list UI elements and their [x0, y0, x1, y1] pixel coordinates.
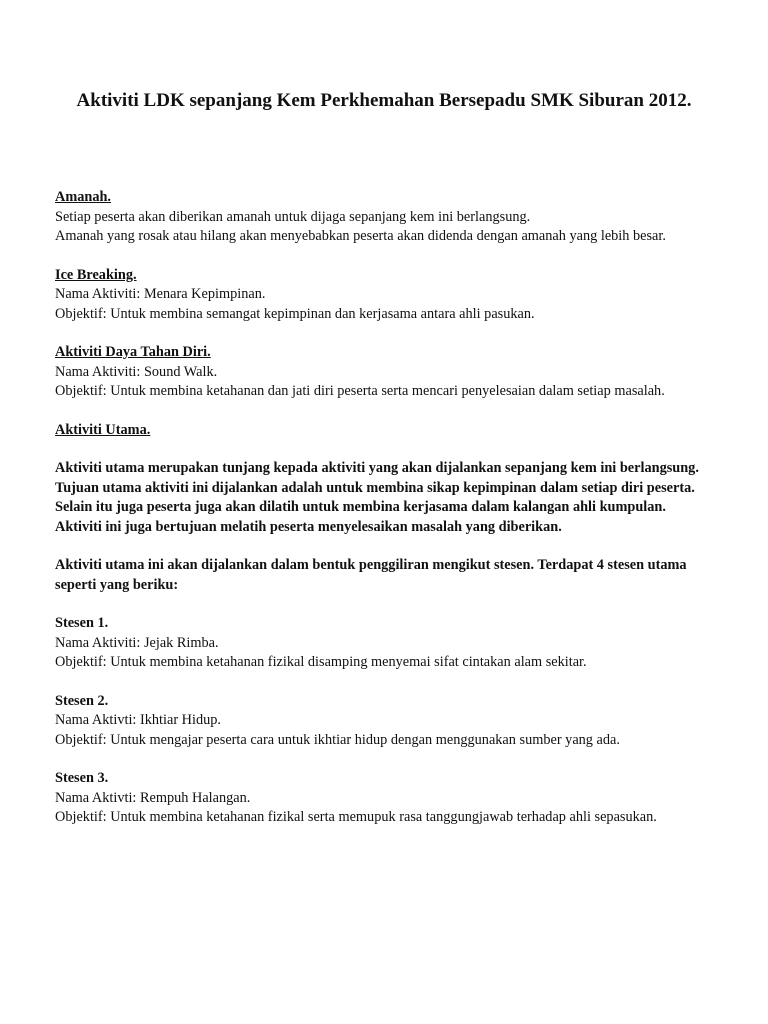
activity-objective: Objektif: Untuk membina ketahanan dan jati diri peserta serta mencari penyelesaian dalam setiap masalah.: [55, 383, 665, 399]
activity-objective: Objektif: Untuk membina semangat kepimpinan dan kerjasama antara ahli pasukan.: [55, 305, 535, 322]
paragraph-line: Setiap peserta akan diberikan amanah untuk dijaga sepanjang kem ini berlangsung.: [55, 208, 531, 225]
activity-objective: Objektif: Untuk membina ketahanan fizikal disamping menyemai sifat cintakan alam sekitar.: [55, 654, 587, 670]
activity-objective: Objektif: Untuk mengajar peserta cara untuk ikhtiar hidup dengan menggunakan sumber yang ada.: [55, 731, 620, 748]
section-heading: Aktiviti Daya Tahan Diri.: [55, 344, 211, 360]
document-title: Aktiviti LDK sepanjang Kem Perkhemahan Bersepadu SMK Siburan 2012.: [76, 90, 692, 111]
section-aktiviti-utama: [55, 421, 715, 441]
section-stesen-3: [55, 769, 715, 828]
section-amanah: [55, 188, 715, 247]
station-heading: Stesen 3.: [55, 770, 109, 786]
activity-name: Nama Aktivti: Rempuh Halangan.: [55, 789, 251, 806]
activity-name: Nama Aktiviti: Sound Walk.: [55, 363, 218, 380]
activity-objective: Objektif: Untuk membina ketahanan fizikal serta memupuk rasa tanggungjawab terhadap ahli sepasukan.: [55, 809, 657, 825]
utama-paragraph-1: Aktiviti utama merupakan tunjang kepada aktiviti yang akan dijalankan sepanjang kem ini berlangsung. Tujuan utama aktiviti ini dijalankan adalah untuk membina sikap kepimpinan dalam setiap diri peserta. Selain itu juga peserta juga akan dilatih untuk membina kerjasama dalam kalangan ahli kumpulan. Aktiviti ini juga bertujuan melatih peserta menyelesaikan masalah yang diberikan.: [55, 460, 699, 535]
section-heading: Ice Breaking.: [55, 266, 137, 283]
station-heading: Stesen 1.: [55, 615, 109, 631]
activity-name: Nama Aktiviti: Menara Kepimpinan.: [55, 286, 266, 302]
section-ice-breaking: [55, 266, 715, 325]
section-stesen-1: [55, 614, 715, 673]
activity-name: Nama Aktiviti: Jejak Rimba.: [55, 634, 219, 651]
paragraph-line: Amanah yang rosak atau hilang akan menyebabkan peserta akan didenda dengan amanah yang lebih besar.: [55, 228, 666, 244]
utama-paragraph-2: Aktiviti utama ini akan dijalankan dalam bentuk penggiliran mengikut stesen. Terdapat 4 stesen utama seperti yang beriku:: [55, 557, 687, 593]
activity-name: Nama Aktivti: Ikhtiar Hidup.: [55, 712, 221, 728]
section-stesen-2: [55, 692, 715, 751]
section-heading: Amanah.: [55, 189, 112, 205]
document-body: [55, 188, 715, 847]
station-heading: Stesen 2.: [55, 692, 109, 709]
section-heading: Aktiviti Utama.: [55, 421, 151, 438]
section-daya-tahan: [55, 343, 715, 402]
